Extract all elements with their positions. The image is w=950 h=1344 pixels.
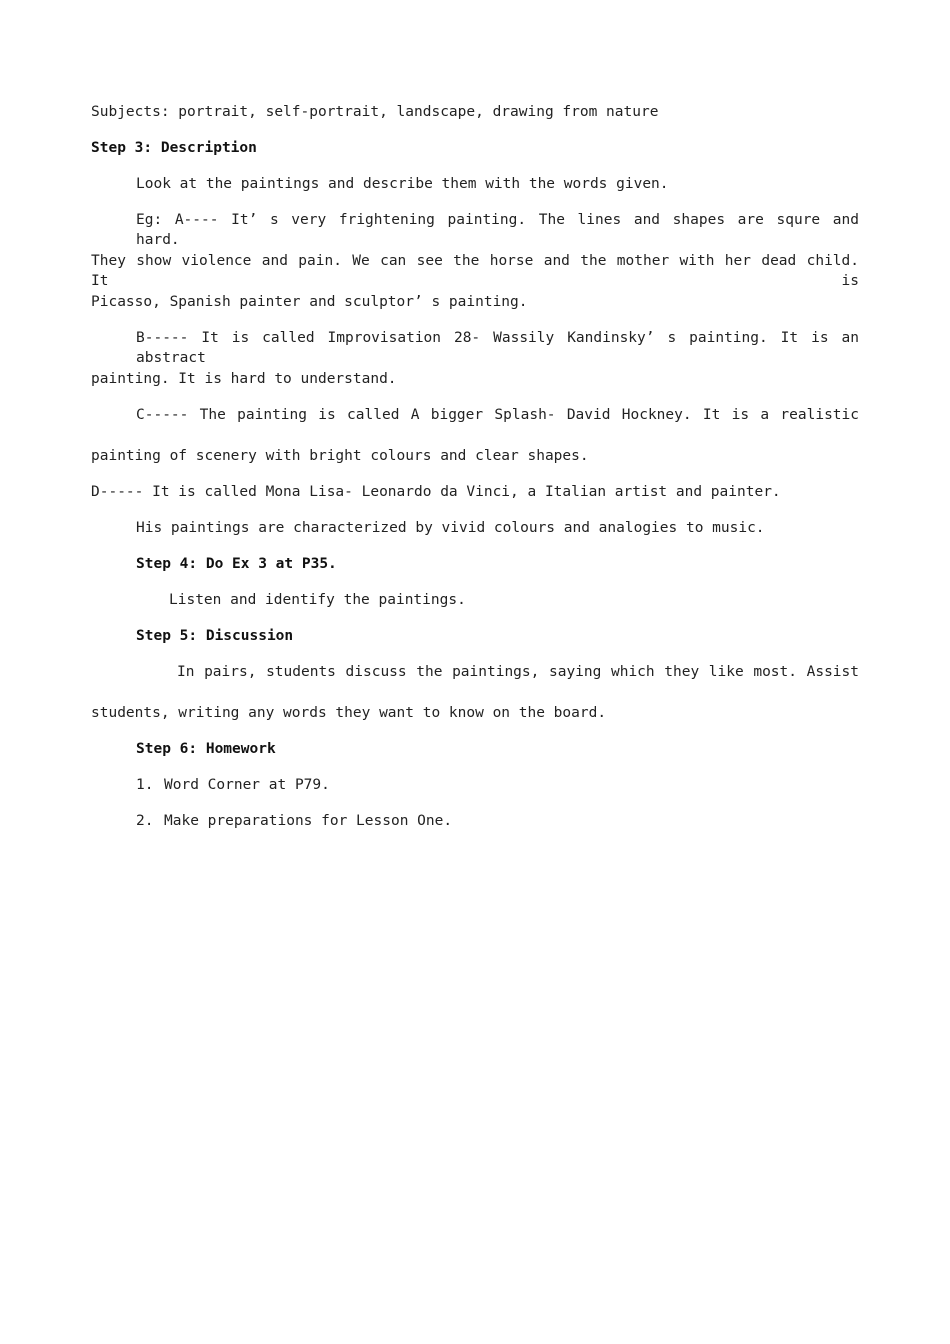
homework-item bbox=[136, 811, 452, 831]
document-page bbox=[91, 0, 859, 1344]
painting-a-line3: Picasso, Spanish painter and sculptor’ s painting. bbox=[91, 294, 528, 310]
painting-b-line1: B----- It is called Improvisation 28- Wassily Kandinsky’ s painting. It is an abstract bbox=[136, 330, 859, 366]
painting-c-line1: C----- The painting is called A bigger Splash- David Hockney. It is a realistic bbox=[136, 407, 859, 423]
painting-a-line2: They show violence and pain. We can see the horse and the mother with her dead child. It is bbox=[91, 253, 859, 289]
homework-item bbox=[136, 775, 330, 795]
homework-item-number: 2. bbox=[136, 813, 154, 829]
step6-heading: Step 6: Homework bbox=[136, 741, 276, 757]
painting-d-line1: D----- It is called Mona Lisa- Leonardo da Vinci, a Italian artist and painter. bbox=[91, 484, 781, 500]
painting-a-line1: Eg: A---- It’ s very frightening painting. The lines and shapes are squre and hard. bbox=[136, 212, 859, 248]
homework-item-text: Word Corner at P79. bbox=[164, 777, 330, 793]
step5-line2: students, writing any words they want to know on the board. bbox=[91, 705, 607, 721]
step4-heading: Step 4: Do Ex 3 at P35. bbox=[136, 556, 337, 572]
subjects-line: Subjects: portrait, self-portrait, landscape, drawing from nature bbox=[91, 104, 659, 120]
homework-item-number: 1. bbox=[136, 777, 154, 793]
painting-c-line2: painting of scenery with bright colours and clear shapes. bbox=[91, 448, 589, 464]
step3-instruction: Look at the paintings and describe them with the words given. bbox=[136, 176, 669, 192]
painting-d-line2: His paintings are characterized by vivid colours and analogies to music. bbox=[136, 520, 765, 536]
homework-item-text: Make preparations for Lesson One. bbox=[164, 813, 453, 829]
painting-b-line2: painting. It is hard to understand. bbox=[91, 371, 397, 387]
step5-heading: Step 5: Discussion bbox=[136, 628, 294, 644]
step3-heading: Step 3: Description bbox=[91, 140, 257, 156]
step5-line1: In pairs, students discuss the paintings, saying which they like most. Assist bbox=[177, 664, 859, 680]
step4-text: Listen and identify the paintings. bbox=[169, 592, 466, 608]
